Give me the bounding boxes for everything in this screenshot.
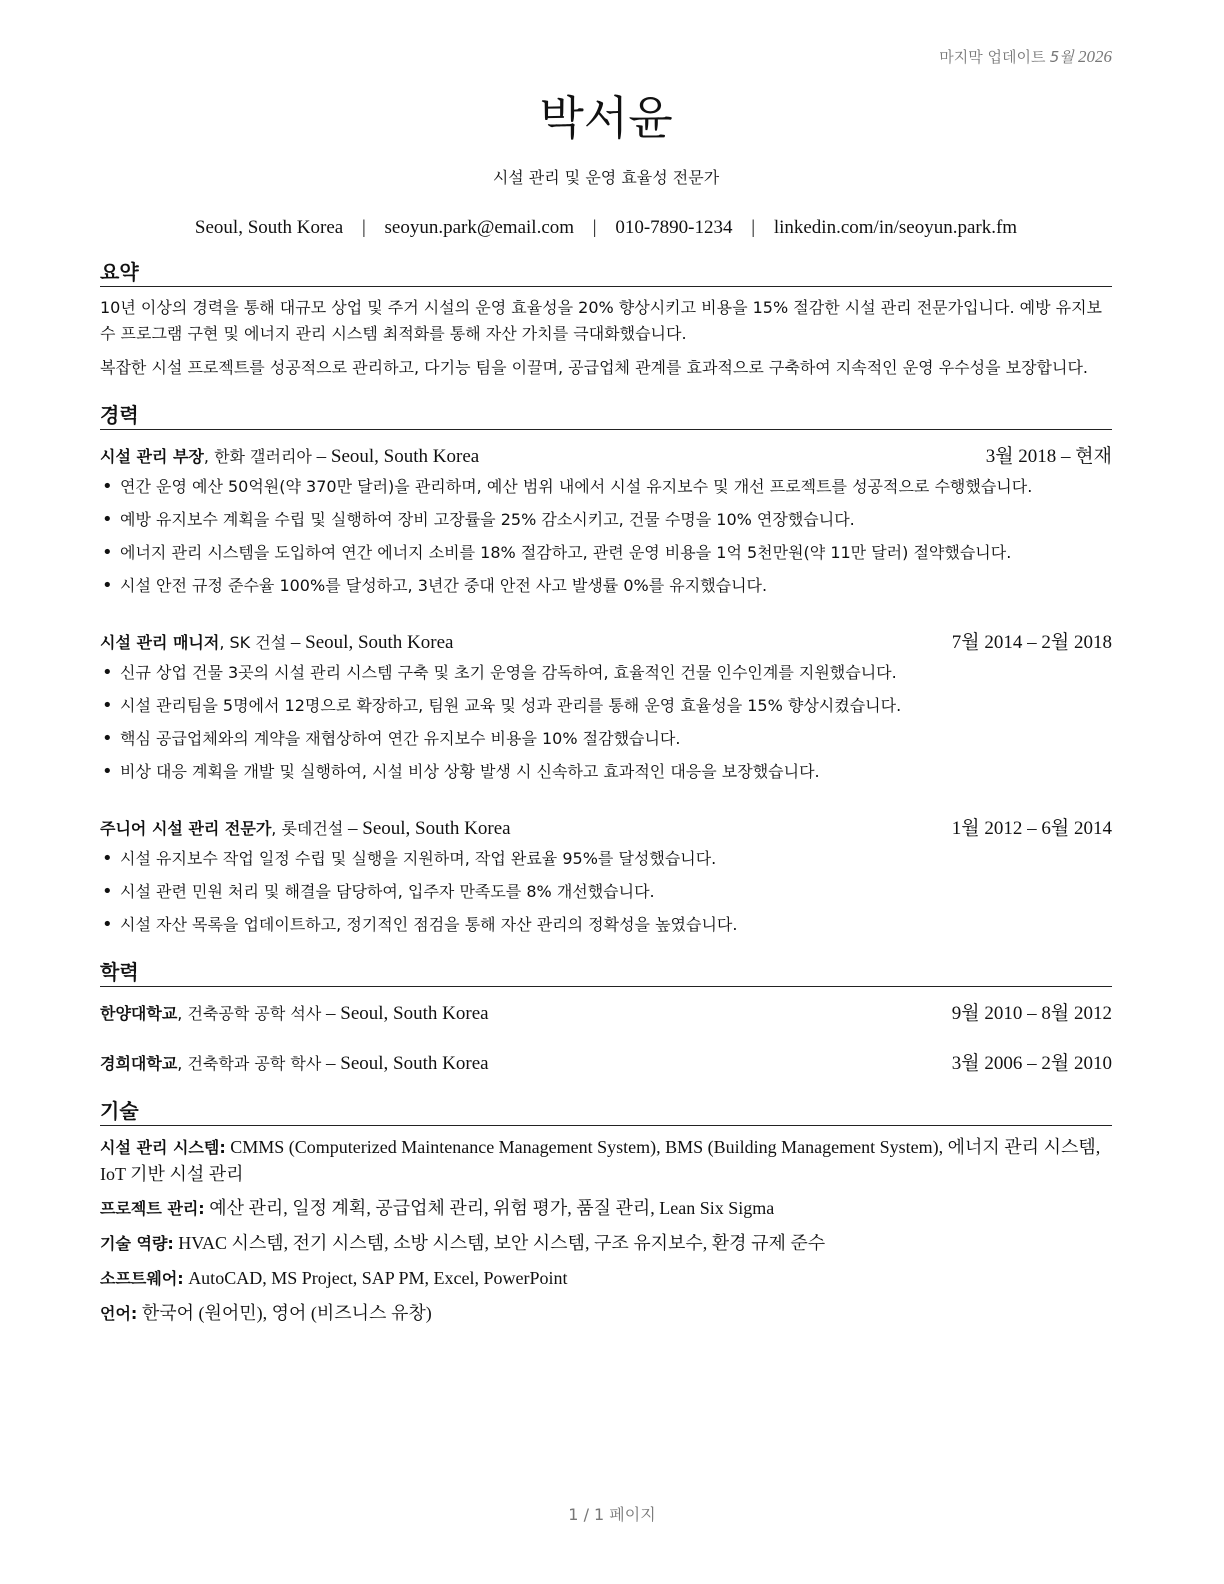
job-role: 시설 관리 매니저 xyxy=(100,633,220,652)
education-degree: 건축공학 공학 석사 xyxy=(187,1004,322,1023)
contact-line xyxy=(100,216,1112,240)
job-header: 시설 관리 부장, 한화 갤러리아 – Seoul, South Korea 3월 2018 – 현재 xyxy=(100,444,1112,470)
last-updated-month: 5월 xyxy=(1049,48,1074,66)
job-role: 주니어 시설 관리 전문가 xyxy=(100,819,272,838)
contact-phone[interactable]: 010-7890-1234 xyxy=(615,217,733,238)
section-title-skills: 기술 xyxy=(100,1097,1112,1126)
contact-separator: | xyxy=(361,217,366,238)
job-location: Seoul, South Korea xyxy=(330,446,480,467)
skill-label: 프로젝트 관리: xyxy=(100,1199,205,1218)
contact-linkedin[interactable]: linkedin.com/in/seoyun.park.fm xyxy=(773,217,1018,238)
job-org: 롯데건설 xyxy=(281,819,344,838)
skill-row xyxy=(100,1230,1112,1257)
job-location: Seoul, South Korea xyxy=(362,818,511,839)
education-entry: 경희대학교, 건축학과 공학 학사 – Seoul, South Korea 3월 2006 – 2월 2010 xyxy=(100,1051,1112,1077)
job-bullet: • 신규 상업 건물 3곳의 시설 관리 시스템 구축 및 초기 운영을 감독하여, 효율적인 건물 인수인계를 지원했습니다. xyxy=(100,660,1112,686)
skill-label: 시설 관리 시스템: xyxy=(100,1138,226,1157)
section-title-education: 학력 xyxy=(100,958,1112,987)
job-date: 3월 2018 – 현재 xyxy=(985,446,1112,467)
job-date: 7월 2014 – 2월 2018 xyxy=(951,632,1112,653)
skill-label: 기술 역량: xyxy=(100,1234,174,1253)
job-location: Seoul, South Korea xyxy=(305,632,454,653)
skill-row xyxy=(100,1134,1112,1187)
job-bullets xyxy=(100,846,1112,938)
job-bullet: • 비상 대응 계획을 개발 및 실행하여, 시설 비상 상황 발생 시 신속하고 효과적인 대응을 보장했습니다. xyxy=(100,759,1112,785)
last-updated-label: 마지막 업데이트 xyxy=(939,48,1046,66)
education-date: 9월 2010 – 8월 2012 xyxy=(951,1003,1112,1024)
skill-row xyxy=(100,1195,1112,1222)
job-entry xyxy=(100,630,1112,785)
skill-value: AutoCAD, MS Project, SAP PM, Excel, PowerPoint xyxy=(188,1268,568,1288)
job-header: 주니어 시설 관리 전문가, 롯데건설 – Seoul, South Korea 1월 2012 – 6월 2014 xyxy=(100,816,1112,842)
job-bullet: • 연간 운영 예산 50억원(약 370만 달러)을 관리하며, 예산 범위 내에서 시설 유지보수 및 개선 프로젝트를 성공적으로 수행했습니다. xyxy=(100,474,1112,500)
skill-row xyxy=(100,1300,1112,1327)
skill-value: HVAC 시스템, 전기 시스템, 소방 시스템, 보안 시스템, 구조 유지보수, 환경 규제 준수 xyxy=(178,1233,826,1253)
job-header: 시설 관리 매니저, SK 건설 – Seoul, South Korea 7월 2014 – 2월 2018 xyxy=(100,630,1112,656)
summary-paragraph: 복잡한 시설 프로젝트를 성공적으로 관리하고, 다기능 팀을 이끌며, 공급업체 관계를 효과적으로 구축하여 지속적인 운영 우수성을 보장합니다. xyxy=(100,358,1088,377)
job-bullet: • 시설 유지보수 작업 일정 수립 및 실행을 지원하며, 작업 완료율 95%를 달성했습니다. xyxy=(100,846,1112,872)
skill-value: 예산 관리, 일정 계획, 공급업체 관리, 위험 평가, 품질 관리, Lean Six Sigma xyxy=(209,1198,775,1218)
job-date: 1월 2012 – 6월 2014 xyxy=(951,818,1112,839)
job-bullet: • 시설 관리팀을 5명에서 12명으로 확장하고, 팀원 교육 및 성과 관리를 통해 운영 효율성을 15% 향상시켰습니다. xyxy=(100,693,1112,719)
job-bullet: • 시설 관련 민원 처리 및 해결을 담당하여, 입주자 만족도를 8% 개선했습니다. xyxy=(100,879,1112,905)
job-bullet: • 시설 자산 목록을 업데이트하고, 정기적인 점검을 통해 자산 관리의 정확성을 높였습니다. xyxy=(100,912,1112,938)
page-number: 1 / 1 페이지 xyxy=(568,1505,656,1524)
contact-email[interactable]: seoyun.park@email.com xyxy=(384,217,575,238)
skill-label: 소프트웨어: xyxy=(100,1269,184,1288)
job-bullets xyxy=(100,660,1112,785)
education-school: 경희대학교 xyxy=(100,1054,178,1073)
education-location: Seoul, South Korea xyxy=(340,1053,489,1074)
job-entry xyxy=(100,816,1112,938)
job-bullet: • 시설 안전 규정 준수율 100%를 달성하고, 3년간 중대 안전 사고 발생률 0%를 유지했습니다. xyxy=(100,573,1112,599)
education-location: Seoul, South Korea xyxy=(340,1003,489,1024)
skill-row xyxy=(100,1265,1112,1292)
job-bullet: • 에너지 관리 시스템을 도입하여 연간 에너지 소비를 18% 절감하고, 관련 운영 비용을 1억 5천만원(약 11만 달러) 절약했습니다. xyxy=(100,540,1112,566)
contact-separator: | xyxy=(592,217,597,238)
candidate-tagline: 시설 관리 및 운영 효율성 전문가 xyxy=(492,168,720,187)
education-school: 한양대학교 xyxy=(100,1004,178,1023)
section-title-summary: 요약 xyxy=(100,258,1112,287)
job-role: 시설 관리 부장 xyxy=(100,447,204,466)
last-updated-year: 2026 xyxy=(1078,47,1112,66)
section-title-experience: 경력 xyxy=(100,401,1112,430)
job-org: 한화 갤러리아 xyxy=(214,447,312,466)
education-entry: 한양대학교, 건축공학 공학 석사 – Seoul, South Korea 9월 2010 – 8월 2012 xyxy=(100,1001,1112,1027)
job-bullet: • 핵심 공급업체와의 계약을 재협상하여 연간 유지보수 비용을 10% 절감했습니다. xyxy=(100,726,1112,752)
last-updated xyxy=(939,46,1112,67)
contact-location: Seoul, South Korea xyxy=(194,217,344,238)
skill-label: 언어: xyxy=(100,1304,138,1323)
job-entry xyxy=(100,444,1112,599)
job-bullet: • 예방 유지보수 계획을 수립 및 실행하여 장비 고장률을 25% 감소시키고, 건물 수명을 10% 연장했습니다. xyxy=(100,507,1112,533)
education-degree: 건축학과 공학 학사 xyxy=(187,1054,322,1073)
skill-value: CMMS (Computerized Maintenance Management System), BMS (Building Management System), 에너지 관리 시스템, IoT 기반 시설 관리 xyxy=(100,1137,1101,1184)
job-bullets xyxy=(100,474,1112,599)
skill-value: 한국어 (원어민), 영어 (비즈니스 유창) xyxy=(141,1303,432,1323)
education-date: 3월 2006 – 2월 2010 xyxy=(951,1053,1112,1074)
contact-separator: | xyxy=(751,217,756,238)
job-org: SK 건설 xyxy=(229,633,287,652)
candidate-name: 박서윤 xyxy=(539,91,673,145)
summary-paragraph: 10년 이상의 경력을 통해 대규모 상업 및 주거 시설의 운영 효율성을 20% 향상시키고 비용을 15% 절감한 시설 관리 전문가입니다. 예방 유지보수 프로그램 구현 및 에너지 관리 시스템 최적화를 통해 자산 가치를 극대화했습니다. xyxy=(100,298,1103,343)
